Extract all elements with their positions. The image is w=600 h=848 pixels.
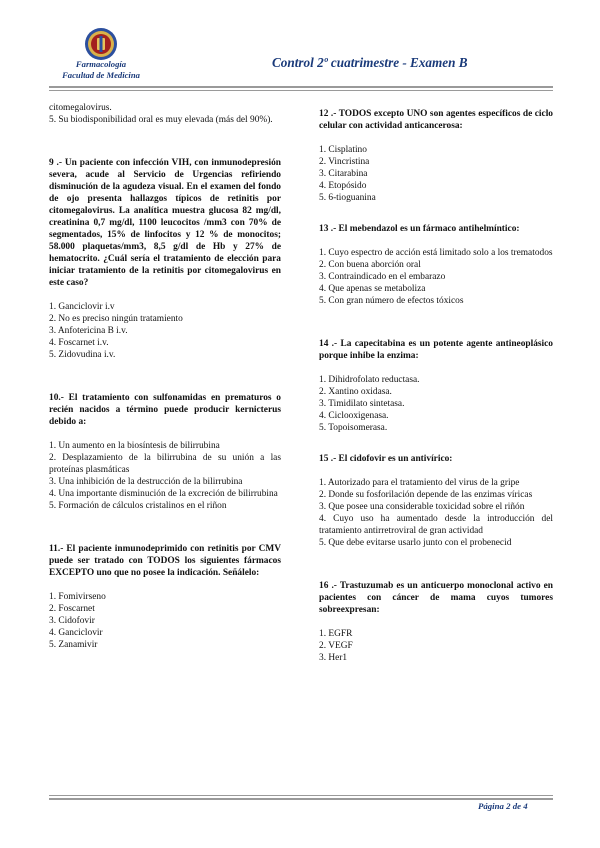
- option-item: 5. Que debe evitarse usarlo junto con el probenecid: [319, 538, 512, 548]
- option-item: 1. Autorizado para el tratamiento del virus de la gripe: [319, 478, 520, 488]
- prev-question-continuation: [49, 102, 281, 126]
- option-item: 4. Ganciclovir: [49, 628, 103, 638]
- option-item: 2. Donde su fosforilación depende de las enzimas víricas: [319, 490, 533, 500]
- option-list: [319, 247, 553, 307]
- option-item: 5. Topoisomerasa.: [319, 423, 388, 433]
- question-stem: 12 .- TODOS excepto UNO son agentes específicos de ciclo celular con actividad anticancerosa:: [319, 109, 553, 131]
- right-column: [319, 108, 553, 664]
- footer-rule: [49, 798, 553, 800]
- option-item: 4. Foscarnet i.v.: [49, 338, 109, 348]
- option-item: 1. Fomivirseno: [49, 592, 106, 602]
- option-item: 2. Con buena aborción oral: [319, 260, 421, 270]
- continuation-line: citomegalovirus.: [49, 103, 112, 113]
- dept-name: Farmacología: [75, 59, 127, 69]
- option-item: 3. Contraindicado en el embarazo: [319, 272, 446, 282]
- option-list: [49, 591, 281, 651]
- option-item: 3. Her1: [319, 653, 348, 663]
- question-stem: 16 .- Trastuzumab es un anticuerpo monoclonal activo en pacientes con cáncer de mama cuyos tumores sobreexpresan:: [319, 581, 553, 615]
- option-item: 5. Zanamivir: [49, 640, 98, 650]
- exam-title: Control 2º cuatrimestre - Examen B: [272, 55, 468, 70]
- option-item: 4. Ciclooxigenasa.: [319, 411, 389, 421]
- option-item: 3. Timidilato sintetasa.: [319, 399, 405, 409]
- option-item: 2. Desplazamiento de la bilirrubina de su unión a las proteínas plasmáticas: [49, 453, 281, 475]
- question-stem: 9 .- Un paciente con infección VIH, con inmunodepresión severa, acude al Servicio de Urgencias refiriendo disminución de la agudeza visual. En el examen del fondo de ojo presenta hallazgos típicos de retinitis por citomegalovirus. La analítica muestra glucosa 82 mg/dl, creatinina 0,7 mg/dl, 1100 leucocitos /mm3 con 70% de segmentados, 15% de linfocitos y 12 % de monocitos; 58.000 plaquetas/mm3, 8,5 g/dl de Hb y 27% de hematocrito. ¿Cuál sería el tratamiento de elección para iniciar tratamiento de la retinitis por citomegalovirus en este caso?: [49, 158, 281, 288]
- option-item: 1. Cuyo espectro de acción está limitado solo a los trematodos: [319, 248, 553, 258]
- option-item: 1. Un aumento en la biosíntesis de bilirrubina: [49, 441, 220, 451]
- option-item: 5. Su biodisponibilidad oral es muy elevada (más del 90%).: [49, 115, 273, 125]
- left-column: [49, 102, 281, 651]
- option-item: 4. Que apenas se metaboliza: [319, 284, 426, 294]
- option-item: 3. Cidofovir: [49, 616, 95, 626]
- option-item: 5. Zidovudina i.v.: [49, 350, 116, 360]
- option-item: 2. Xantino oxidasa.: [319, 387, 392, 397]
- question-12: [319, 108, 553, 204]
- option-item: 5. 6-tioguanina: [319, 193, 376, 203]
- question-stem: 10.- El tratamiento con sulfonamidas en prematuros o recién nacidos a término puede producir kernicterus debido a:: [49, 393, 281, 427]
- footer-rule-thin: [49, 795, 553, 796]
- option-item: 2. VEGF: [319, 641, 353, 651]
- option-item: 3. Que posee una considerable toxicidad sobre el riñón: [319, 502, 525, 512]
- option-item: 3. Citarabina: [319, 169, 368, 179]
- question-13: [319, 223, 553, 307]
- option-list: [319, 374, 553, 434]
- option-list: [49, 301, 281, 361]
- option-list: [319, 144, 553, 204]
- question-9: [49, 157, 281, 361]
- option-item: 4. Cuyo uso ha aumentado desde la introducción del tratamiento antirretroviral de gran actividad: [319, 514, 553, 536]
- question-16: [319, 580, 553, 664]
- option-item: 4. Una importante disminución de la excreción de bilirrubina: [49, 489, 278, 499]
- header-rule-thin: [49, 90, 553, 91]
- option-item: 2. Foscarnet: [49, 604, 95, 614]
- option-list: [49, 440, 281, 512]
- option-list: [319, 628, 553, 664]
- question-stem: 11.- El paciente inmunodeprimido con retinitis por CMV puede ser tratado con TODOS los siguientes fármacos EXCEPTO uno que no posee la indicación. Señálelo:: [49, 544, 281, 578]
- question-stem: 13 .- El mebendazol es un fármaco antihelmíntico:: [319, 224, 520, 234]
- department-label: [46, 59, 156, 80]
- option-item: 1. EGFR: [319, 629, 353, 639]
- question-15: [319, 453, 553, 549]
- option-item: 4. Etopósido: [319, 181, 367, 191]
- question-stem: 15 .- El cidofovir es un antivírico:: [319, 454, 453, 464]
- option-item: 3. Una inhibición de la destrucción de la bilirrubina: [49, 477, 243, 487]
- option-item: 1. Dihidrofolato reductasa.: [319, 375, 420, 385]
- option-item: 2. Vincristina: [319, 157, 370, 167]
- question-stem: 14 .- La capecitabina es un potente agente antineoplásico porque inhibe la enzima:: [319, 339, 553, 361]
- option-item: 5. Formación de cálculos cristalinos en el riñon: [49, 501, 227, 511]
- option-item: 3. Anfotericina B i.v.: [49, 326, 128, 336]
- question-14: [319, 338, 553, 434]
- page-number: Página 2 de 4: [478, 801, 528, 811]
- option-list: [319, 477, 553, 549]
- university-seal-icon: [84, 27, 118, 61]
- option-item: 5. Con gran número de efectos tóxicos: [319, 296, 464, 306]
- faculty-name: Facultad de Medicina: [62, 69, 140, 80]
- header-rule: [49, 86, 553, 88]
- question-10: [49, 392, 281, 512]
- question-11: [49, 543, 281, 651]
- option-item: 1. Ganciclovir i.v: [49, 302, 115, 312]
- option-item: 2. No es preciso ningún tratamiento: [49, 314, 183, 324]
- option-item: 1. Cisplatino: [319, 145, 367, 155]
